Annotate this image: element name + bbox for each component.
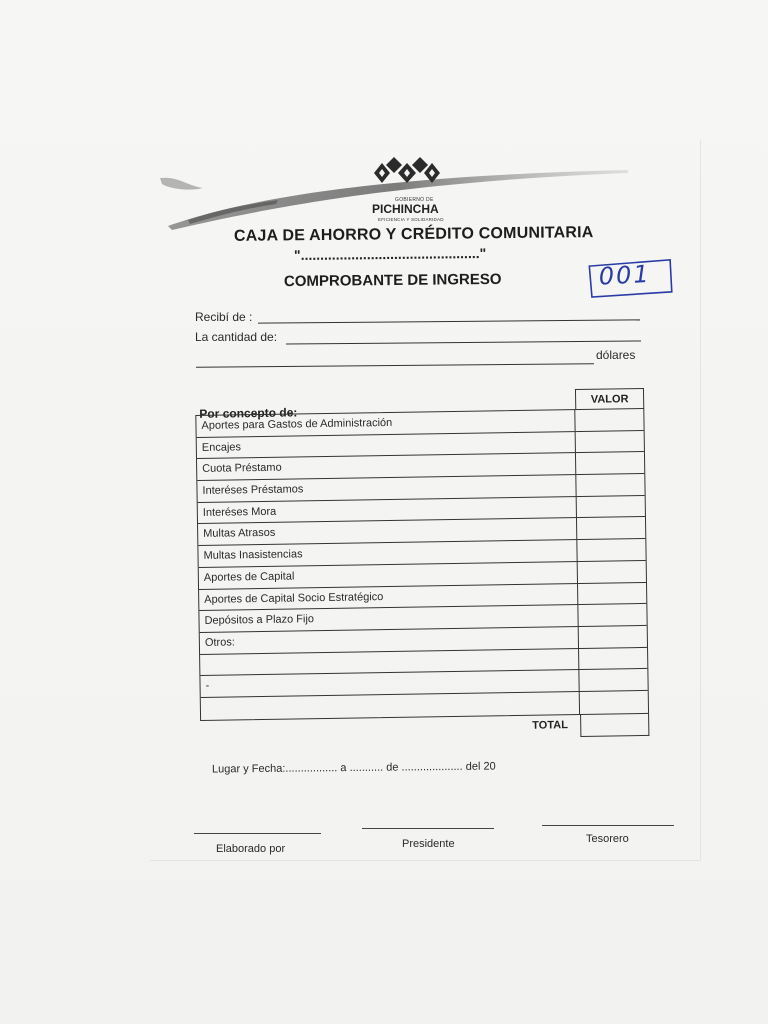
value-cell[interactable] — [577, 604, 645, 626]
value-cell[interactable] — [574, 409, 642, 431]
signature-label-treasurer: Tesorero — [586, 833, 629, 845]
org-name: PICHINCHA — [372, 202, 439, 216]
row-label: Multas Atrasos — [203, 527, 276, 541]
row-label: Depósitos a Plazo Fijo — [204, 613, 315, 628]
value-cell[interactable] — [578, 648, 646, 670]
signature-line-treasurer[interactable] — [542, 825, 674, 826]
signature-line-prepared[interactable] — [194, 833, 321, 834]
org-motto: EFICIENCIA Y SOLIDARIDAD — [378, 217, 444, 222]
entity-name-blank: ".............................................." — [293, 244, 487, 264]
value-cell[interactable] — [578, 669, 646, 691]
row-label: Multas Inasistencias — [203, 548, 303, 563]
row-label: Cuota Préstamo — [202, 462, 282, 476]
place-date-line[interactable]: Lugar y Fecha:................. a ........... de .................... del 20 — [211, 760, 496, 776]
concepts-grid — [195, 408, 649, 721]
signature-label-president: Presidente — [402, 838, 455, 850]
row-label: Interéses Préstamos — [202, 483, 304, 497]
value-cell[interactable] — [576, 517, 644, 539]
value-cell[interactable] — [577, 561, 645, 583]
signature-line-president[interactable] — [362, 828, 494, 829]
serial-number: 001 — [598, 259, 652, 291]
received-from-line[interactable] — [258, 319, 640, 323]
form-title: CAJA DE AHORRO Y CRÉDITO COMUNITARIA — [233, 224, 594, 245]
value-cell[interactable] — [576, 496, 644, 518]
value-cell[interactable] — [578, 626, 646, 648]
serial-number-box — [586, 258, 674, 298]
concept-header: Por concepto de: — [199, 405, 298, 421]
row-label: Aportes de Capital — [203, 570, 295, 584]
row-label: Interéses Mora — [202, 505, 277, 519]
row-label: - — [205, 680, 210, 693]
amount-label: La cantidad de: — [195, 330, 278, 344]
amount-line[interactable] — [286, 340, 641, 344]
amount-line-2[interactable] — [196, 363, 594, 367]
row-label: Encajes — [201, 440, 242, 454]
form-subtitle: COMPROBANTE DE INGRESO — [283, 270, 502, 291]
value-cell[interactable] — [577, 582, 645, 604]
signature-label-prepared: Elaborado por — [216, 843, 286, 855]
value-cell[interactable] — [576, 539, 644, 561]
concepts-table — [195, 388, 660, 745]
total-label: TOTAL — [532, 719, 568, 732]
org-prefix: GOBIERNO DE — [395, 197, 434, 203]
receipt-form — [150, 140, 701, 861]
value-cell[interactable] — [575, 452, 643, 474]
total-row — [510, 714, 649, 738]
received-from-label: Recibí de : — [195, 310, 253, 324]
row-label: Aportes de Capital Socio Estratégico — [204, 590, 384, 606]
value-cell[interactable] — [575, 431, 643, 453]
currency-label: dólares — [596, 348, 636, 362]
row-label: Aportes para Gastos de Administración — [201, 416, 393, 432]
value-cell[interactable] — [575, 474, 643, 496]
value-cell[interactable] — [579, 691, 647, 714]
value-header: VALOR — [575, 388, 644, 409]
pichincha-emblem-icon — [372, 155, 442, 189]
total-value-cell[interactable] — [580, 714, 649, 737]
row-label: Otros: — [204, 636, 235, 649]
